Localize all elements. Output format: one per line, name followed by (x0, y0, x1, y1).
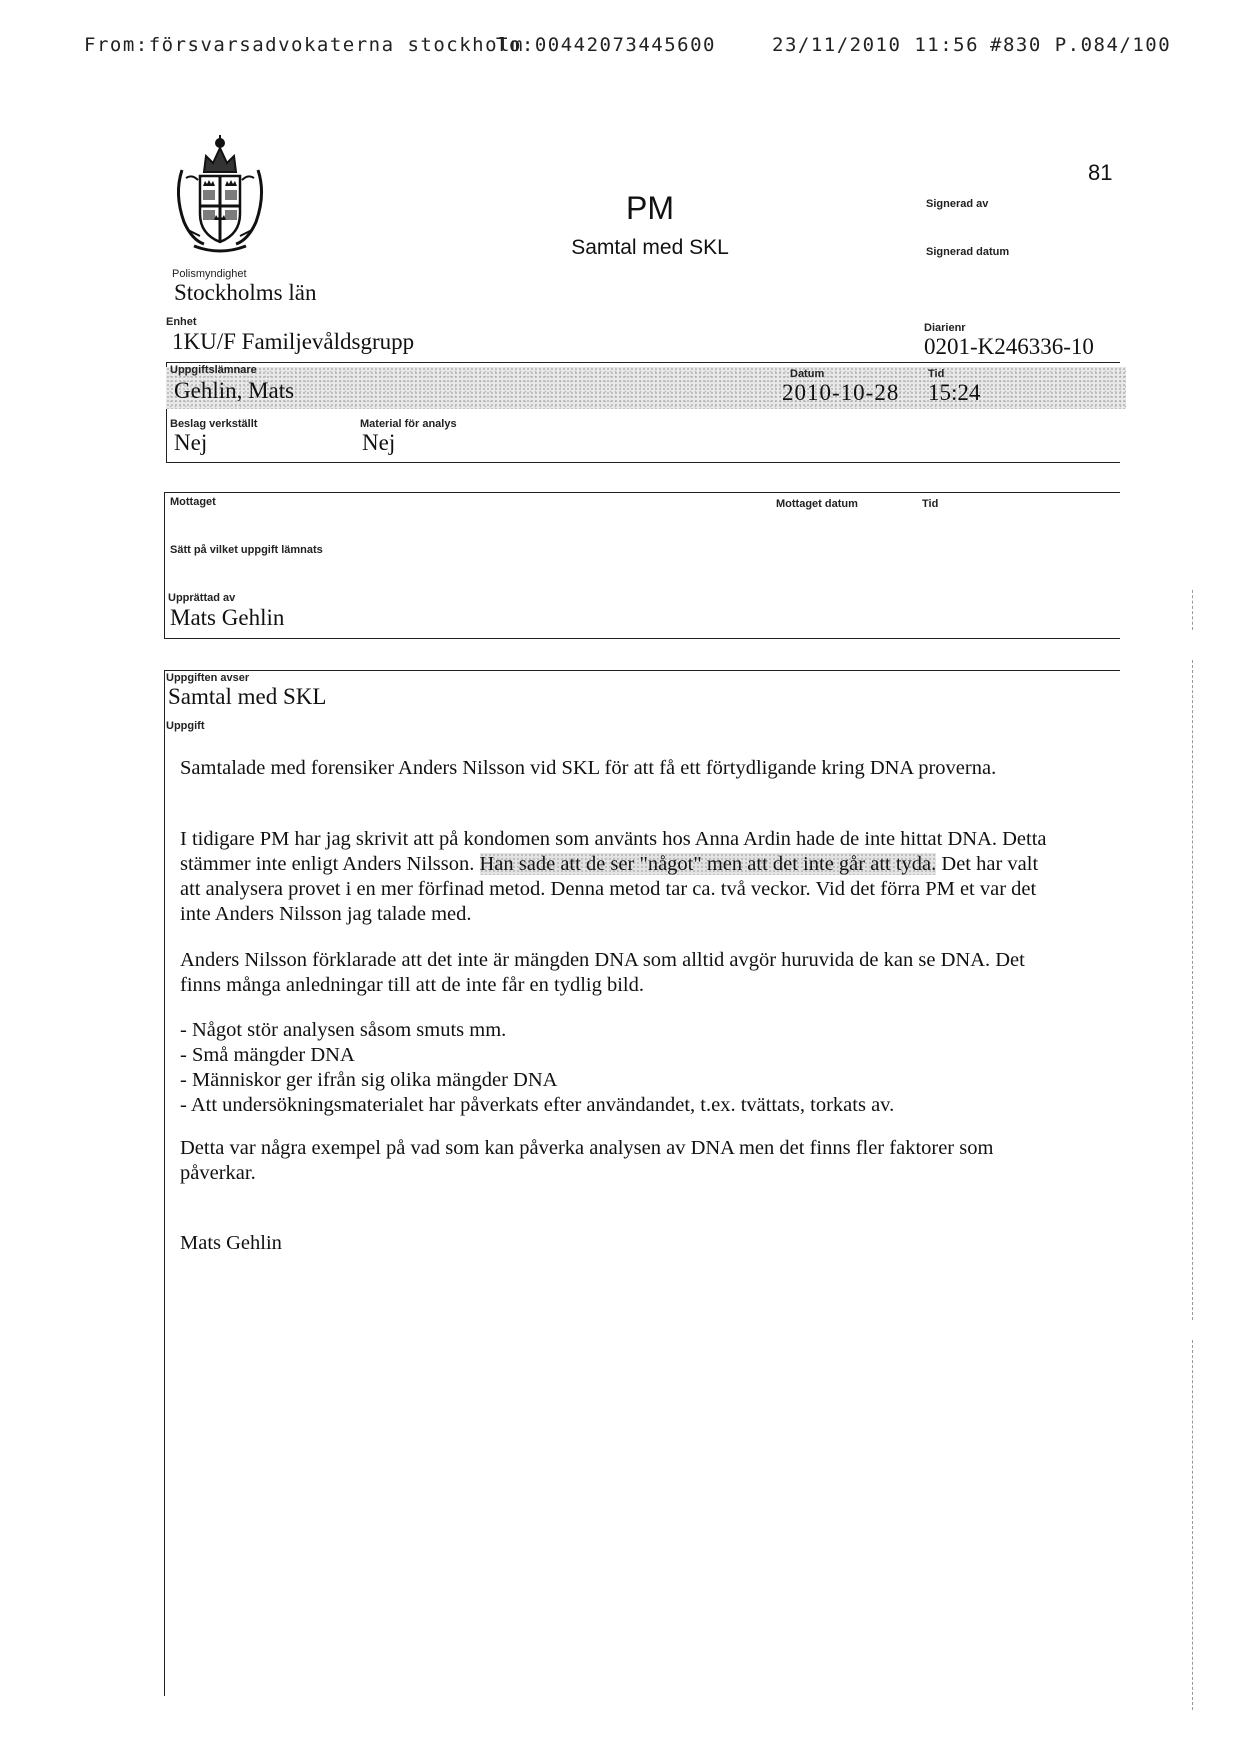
received-date-label: Mottaget datum (776, 498, 858, 510)
body-list (180, 1018, 1060, 1118)
date-label: Datum (790, 368, 825, 380)
received-label: Mottaget (170, 496, 216, 508)
box3-top-border (164, 670, 1120, 671)
body-signature: Mats Gehlin (180, 1232, 282, 1254)
body-paragraph-2c: Det har valt att analysera provet i en mer förfinad metod. Denna metod tar ca. två veckor. Vid det förra PM et var det inte Anders Nilsson jag talade med. (180, 853, 1039, 925)
authority-value: Stockholms län (174, 280, 317, 305)
authority-label: Polismyndighet (172, 268, 247, 280)
signed-by-label: Signerad av (926, 198, 989, 210)
coat-of-arms-logo (170, 130, 270, 260)
list-item: - Människor ger ifrån sig olika mängder DNA (180, 1069, 558, 1091)
unit-value: 1KU/F Familjevåldsgrupp (172, 329, 415, 354)
prepared-label: Upprättad av (168, 592, 236, 604)
info-label: Uppgift (166, 720, 205, 732)
body-paragraph-2 (180, 827, 1060, 927)
fax-from: From:försvarsadvokaterna stockholm (84, 34, 524, 56)
box2-top-border (164, 492, 1120, 493)
scan-edge-mark (1192, 590, 1193, 630)
time-value: 15:24 (928, 380, 981, 405)
unit-label: Enhet (166, 316, 197, 328)
body-paragraph-2-highlight: Han sade att de ser "något" men att det inte går att tyda. (479, 853, 937, 875)
subject-label: Uppgiften avser (166, 672, 250, 684)
fax-page: #830 P.084/100 (990, 34, 1172, 56)
date-value: 2010-10-28 (782, 380, 900, 405)
material-value: Nej (362, 430, 396, 455)
fax-datetime: 23/11/2010 11:56 (772, 34, 980, 56)
time-label: Tid (928, 368, 945, 380)
box1-top-border (166, 362, 1120, 363)
fax-to: To:00442073445600 (496, 34, 716, 56)
subject-value: Samtal med SKL (168, 684, 327, 709)
scan-edge-mark (1192, 1340, 1193, 1710)
prepared-value: Mats Gehlin (170, 605, 285, 630)
scan-edge-mark (1192, 660, 1193, 1320)
body-paragraph-1: Samtalade med forensiker Anders Nilsson vid SKL för att få ett förtydligande kring DNA proverna. (180, 757, 997, 779)
body-paragraph-3: Anders Nilsson förklarade att det inte är mängden DNA som alltid avgör huruvida de kan se DNA. Det finns många anledningar till att de inte får en tydlig bild. (180, 949, 1025, 996)
informant-value: Gehlin, Mats (174, 378, 295, 403)
box2-bottom-border (164, 638, 1120, 639)
box2-left-border (164, 492, 165, 638)
list-item: - Att undersökningsmaterialet har påverkats efter användandet, t.ex. tvättats, torkats av. (180, 1094, 895, 1116)
list-item: - Något stör analysen såsom smuts mm. (180, 1019, 507, 1041)
diary-value: 0201-K246336-10 (924, 334, 1094, 359)
seizure-value: Nej (174, 430, 208, 455)
document-subtitle: Samtal med SKL (571, 236, 729, 259)
informant-label: Uppgiftslämnare (170, 364, 257, 376)
seizure-label: Beslag verkställt (170, 418, 258, 430)
material-label: Material för analys (360, 418, 457, 430)
page-number: 81 (1088, 160, 1113, 185)
diary-label: Diarienr (924, 322, 966, 334)
document-title: PM (626, 190, 674, 226)
signed-date-label: Signerad datum (926, 246, 1010, 258)
informant-shaded-band (166, 367, 1126, 409)
method-label: Sätt på vilket uppgift lämnats (170, 544, 323, 556)
box3-left-border (164, 670, 165, 1696)
body-paragraph-2a: I tidigare PM har jag skrivit att på kondomen som använts hos Anna Ardin hade de inte hittat DNA. Detta stämmer inte enligt Anders Nilsson. (180, 828, 1047, 875)
list-item: - Små mängder DNA (180, 1044, 355, 1066)
received-time-label: Tid (922, 498, 939, 510)
box1-bottom-border (166, 462, 1120, 463)
body-paragraph-4: Detta var några exempel på vad som kan påverka analysen av DNA men det finns fler faktorer som påverkar. (180, 1137, 994, 1184)
